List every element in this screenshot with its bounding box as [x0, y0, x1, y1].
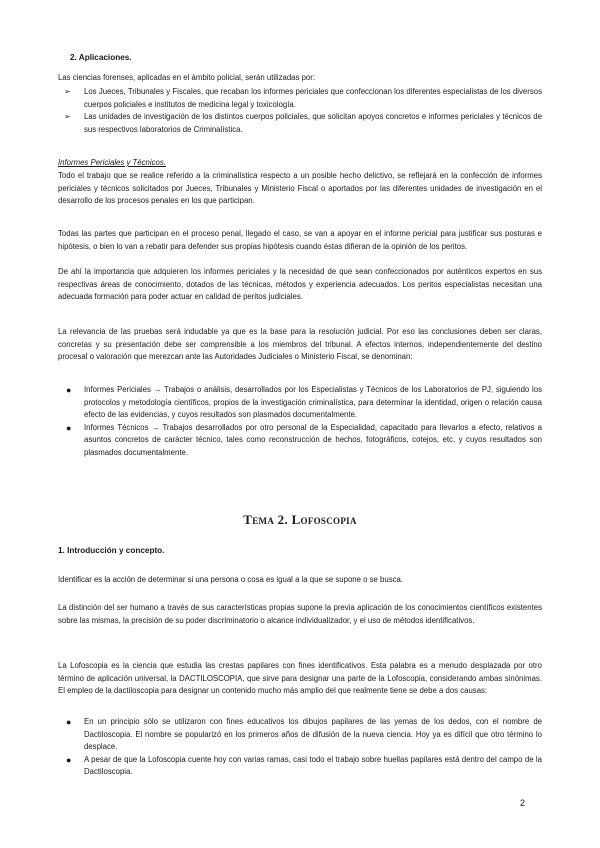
bullet-list [58, 716, 542, 779]
arrow-list-item: ➢ Las unidades de investigación de los distintos cuerpos policiales, que solicitan apoyos concretos e informes periciales y técnicos de sus respectivos laboratorios de Criminalística. [64, 112, 542, 134]
arrow-list-item: ➢ Los Jueces, Tribunales y Fiscales, que recaban los informes periciales que confeccionan los diferentes especialistas de los diversos cuerpos policiales e institutos de medicina legal y toxicología. [64, 87, 542, 109]
bullet-icon: ● [66, 754, 72, 765]
tema-title: Tema 2. Lofoscopia [243, 512, 357, 527]
list-item: ● Informes Técnicos → Trabajos desarrollados por otro personal de la Especialidad, capacitado para llevarlos a efecto, relativos a asuntos concretos de carácter técnico, tales como reconstrucción de hechos, fotográficos, cotejos, etc, y cuyos resultados son plasmados documentalmente. [66, 422, 542, 457]
list-item: ● Informes Periciales → Trabajos o análisis, desarrollados por los Especialistas y Técnicos de los Laboratorios de PJ, siguiendo los protocolos y metodología científicos, propios de la investigación criminalística, para determinar la identidad, origen o relación causa efecto de las evidencias, y cuyos resultados son plasmados documentalmente. [66, 385, 542, 420]
paragraph: Identificar es la acción de determinar si una persona o cosa es igual a la que se supone o se busca. [58, 575, 404, 584]
paragraph: Todo el trabajo que se realice referido a la criminalística respecto a un posible hecho delictivo, se reflejará en la confección de informes periciales y técnicos solicitados por Jueces, Tribunales y Ministerio Fiscal o aportados por las diferentes unidades de investigación en el desarrollo de los procesos penales en los que participan. [58, 171, 542, 206]
page-number: 2 [520, 798, 526, 808]
arrow-bullet-icon: ➢ [64, 112, 71, 122]
paragraph: Todas las partes que participan en el proceso penal, llegado el caso, se van a apoyar en el informe pericial para justificar sus posturas e hipótesis, o bien lo van a rebatir para defender sus propias hipótesis cuando éstas difieran de la opinión de los peritos. [58, 229, 542, 251]
paragraph: La distinción del ser humano a través de sus características propias supone la previa aplicación de los conocimientos científicos existentes sobre las mismas, la precisión de su poder discriminatorio o alcance individualizador, y el uso de métodos identificativos. [58, 603, 542, 625]
bullet-list [58, 384, 542, 460]
paragraph: De ahí la importancia que adquieren los informes periciales y la necesidad de que sean confeccionados por auténticos expertos en sus respectivas áreas de conocimiento, dotados de las técnicas, métodos y experiencia adecuados. Los peritos especialistas necesitan una adecuada formación para poder actuar en calidad de peritos judiciales. [58, 267, 542, 302]
bullet-icon: ● [66, 422, 72, 433]
list-item: ● En un principio sólo se utilizaron con fines educativos los dibujos papilares de las yemas de los dedos, con el nombre de Dactiloscopia. El nombre se popularizó en los primeros años de difusión de la nueva ciencia. Hoy ya es difícil que otro término lo desplace. [66, 717, 542, 752]
bullet-icon: ● [66, 385, 72, 395]
intro-text: Las ciencias forenses, aplicadas en el ámbito policial, serán utilizadas por: [58, 73, 316, 82]
paragraph: La Lofoscopia es la ciencia que estudia las crestas papilares con fines identificativos. Esta palabra es a menudo desplazada por otro término de aplicación universal, la DACTILOSCOPIA, que sirve para designar una parte de la Lofoscopia, considerando ambas sinónimas. El empleo de la dactiloscopia para designar un contenido mucho más amplio del que realmente tiene se debe a dos causas: [58, 661, 542, 696]
paragraph: La relevancia de las pruebas será indudable ya que es la base para la resolución judicial. Por eso las conclusiones deben ser claras, concretas y su presentación debe ser comprensible a los miembros del tribunal. A efectos internos, independientemente del destino procesal o valoración que merezcan ante las Autoridades Judiciales o Ministerio Fiscal, se denominan: [58, 327, 542, 362]
informes-heading: Informes Periciales y Técnicos. [58, 158, 166, 167]
arrow-list [58, 86, 542, 136]
section-heading: 2. Aplicaciones. [70, 53, 132, 62]
arrow-bullet-icon: ➢ [64, 87, 71, 96]
sub-heading: 1. Introducción y concepto. [58, 546, 165, 555]
list-item: ● A pesar de que la Lofoscopia cuente hoy con varias ramas, casi todo el trabajo sobre huellas papilares está dentro del campo de la Dactiloscopia. [66, 754, 542, 777]
bullet-icon: ● [66, 717, 72, 727]
